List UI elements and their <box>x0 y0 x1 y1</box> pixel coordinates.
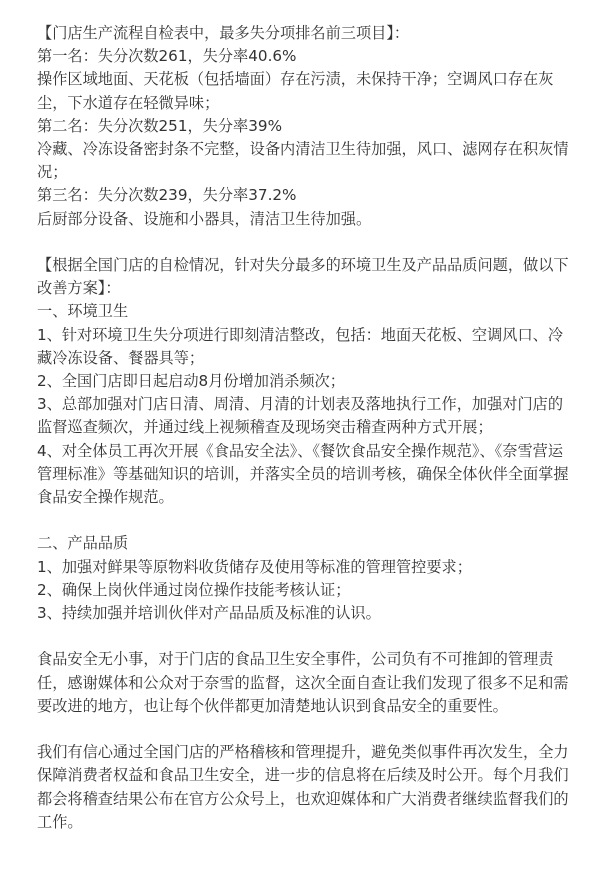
environment-item: 2、全国门店即日起启动8月份增加消杀频次； <box>37 372 345 391</box>
quality-item: 2、确保上岗伙伴通过岗位操作技能考核认证； <box>37 580 351 599</box>
environment-item: 4、对全体员工再次开展《食品安全法》、《餐饮食品安全操作规范》、《奈雪营运管理标准》等基础知识的培训，并落实全员的培训考核，确保全体伙伴全面掌握食品安全操作规范。 <box>37 441 569 507</box>
rank-1-stat: 第一名：失分次数261，失分率40.6% <box>37 47 297 66</box>
closing-paragraph-2: 我们有信心通过全国门店的严格稽核和管理提升，避免类似事件再次发生，全力保障消费者权益和食品卫生安全，进一步的信息将在后续及时公开。每个月我们都会将稽查结果公布在官方公众号上，也欢迎媒体和广大消费者继续监督我们的工作。 <box>37 743 569 831</box>
spacer <box>37 625 574 648</box>
rank-3-stat: 第三名：失分次数239，失分率37.2% <box>37 186 297 205</box>
spacer <box>37 718 574 741</box>
quality-title: 二、产品品质 <box>37 534 129 553</box>
spacer <box>37 509 574 532</box>
rank-1-detail: 操作区域地面、天花板（包括墙面）存在污渍，未保持干净；空调风口存在灰尘，下水道存在轻微异味； <box>37 70 554 112</box>
rank-2-detail: 冷藏、冷冻设备密封条不完整，设备内清洁卫生待加强，风口、滤网存在积灰情况； <box>37 140 569 182</box>
rank-2-stat: 第二名：失分次数251，失分率39% <box>37 116 282 135</box>
environment-item: 1、针对环境卫生失分项进行即刻清洁整改，包括：地面天花板、空调风口、冷藏冷冻设备、餐器具等； <box>37 325 564 367</box>
closing-paragraph-1: 食品安全无小事，对于门店的食品卫生安全事件，公司负有不可推卸的管理责任，感谢媒体和公众对于奈雪的监督，这次全面自查让我们发现了很多不足和需要改进的地方，也让每个伙伴都更加清楚地认识到食品安全的重要性。 <box>37 650 569 715</box>
section1-heading: 【门店生产流程自检表中，最多失分项排名前三项目】： <box>37 24 410 42</box>
quality-item: 1、加强对鲜果等原物料收货储存及使用等标准的管理管控要求； <box>37 557 472 576</box>
spacer <box>37 231 574 254</box>
environment-item: 3、总部加强对门店日清、周清、月清的计划表及落地执行工作，加强对门店的监督巡查频次，并通过线上视频稽查及现场突击稽查两种方式开展； <box>37 395 564 437</box>
section2-heading: 【根据全国门店的自检情况，针对失分最多的环境卫生及产品品质问题，做以下改善方案】： <box>37 256 569 298</box>
quality-item: 3、持续加强并培训伙伴对产品品质及标准的认识。 <box>37 604 381 623</box>
rank-3-detail: 后厨部分设备、设施和小器具，清洁卫生待加强。 <box>37 209 372 228</box>
environment-title: 一、环境卫生 <box>37 302 129 321</box>
